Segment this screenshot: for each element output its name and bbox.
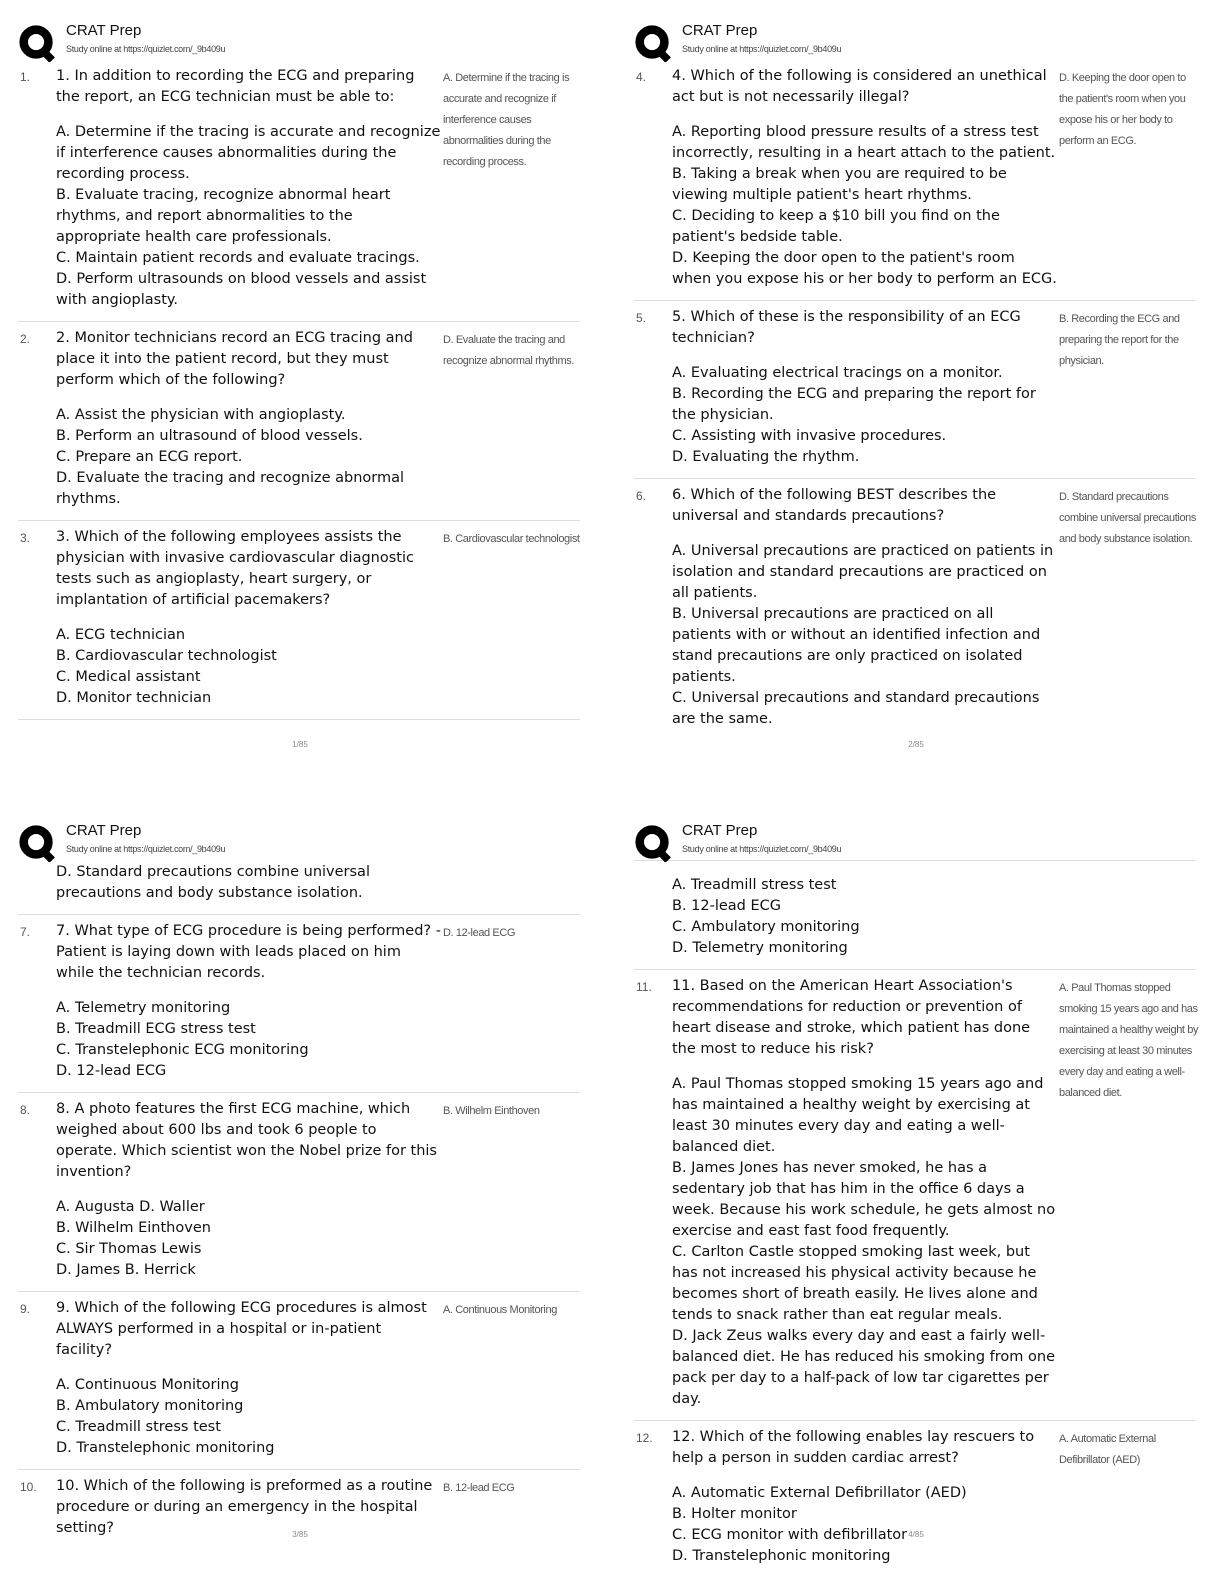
continued-option: D. Standard precautions combine universal precautions and body substance isolation. [56,864,370,901]
option: B. Treadmill ECG stress test [56,1021,256,1037]
brand-title: CRAT Prep [66,822,142,839]
option: D. Telemetry monitoring [672,940,848,956]
option: D. James B. Herrick [56,1262,196,1278]
answer-text: A. Automatic External Defibrillator (AED) [1059,1433,1156,1466]
option: A. Evaluating electrical tracings on a monitor. [672,365,1003,381]
page-number: 3/85 [292,1530,308,1539]
option: D. Keeping the door open to the patient's room when you expose his or her body to perform an ECG. [672,250,1057,287]
question-text: 3. Which of the following employees assists the physician with invasive cardiovascular diagnostic tests such as angioplasty, heart surgery, or implantation of artificial pacemakers? [56,529,414,608]
option: A. Reporting blood pressure results of a stress test incorrectly, resulting in a heart attach to the patient. [672,124,1056,161]
question-text: 5. Which of these is the responsibility of an ECG technician? [672,309,1021,346]
study-link[interactable]: Study online at https://quizlet.com/_9b409u [682,44,842,54]
option: C. Sir Thomas Lewis [56,1241,202,1257]
brand-title: CRAT Prep [682,822,758,839]
quizlet-logo-icon [18,824,56,862]
question-number: 5. [636,311,647,325]
answer-text: B. Wilhelm Einthoven [443,1105,540,1117]
question-text: 9. Which of the following ECG procedures is almost ALWAYS performed in a hospital or in-patient facility? [56,1300,427,1358]
question-item [634,300,1196,478]
answer-text: B. Cardiovascular technologist [443,533,580,545]
question-item [634,969,1199,1420]
page-number: 1/85 [292,740,308,749]
question-text: 4. Which of the following is considered an unethical act but is not necessarily illegal? [672,68,1047,105]
option: B. James Jones has never smoked, he has a sedentary job that has him in the office 6 days a week. Because his work schedule, he gets almost no exercise and east fast food frequently. [672,1160,1056,1239]
page-header [0,0,600,60]
question-text: 12. Which of the following enables lay rescuers to help a person in sudden cardiac arrest? [672,1429,1035,1466]
option: B. 12-lead ECG [672,898,782,914]
option: C. Maintain patient records and evaluate tracings. [56,250,420,266]
question-number: 9. [20,1302,31,1316]
option: C. Carlton Castle stopped smoking last week, but has not increased his physical activity because he becomes short of breath easily. He lives alone and tends to snack rather than eat regular meals. [672,1244,1038,1323]
option: C. Treadmill stress test [56,1419,221,1435]
question-item [18,1291,580,1469]
quizlet-logo-icon [18,24,56,62]
option: B. Perform an ultrasound of blood vessels. [56,428,363,444]
answer-text: D. Standard precautions combine universal precautions and body substance isolation. [1059,491,1196,545]
question-text: 8. A photo features the first ECG machine, which weighed about 600 lbs and took 6 people to operate. Which scientist won the Nobel prize for this invention? [56,1101,437,1180]
question-item [18,321,580,520]
option: A. Continuous Monitoring [56,1377,239,1393]
option: A. Augusta D. Waller [56,1199,205,1215]
brand-title: CRAT Prep [682,22,758,39]
page-4 [616,800,1216,1580]
option: B. Taking a break when you are required to be viewing multiple patient's heart rhythms. [672,166,1007,203]
question-item [18,1092,580,1291]
option: D. Transtelephonic monitoring [56,1440,275,1456]
question-number: 12. [636,1431,653,1445]
option: D. Transtelephonic monitoring [672,1548,891,1564]
option: B. Evaluate tracing, recognize abnormal heart rhythms, and report abnormalities to the appropriate health care professionals. [56,187,391,245]
question-item [18,520,580,719]
option: D. Jack Zeus walks every day and east a fairly well-balanced diet. He has reduced his smoking from one pack per day to a half-pack of low tar cigarettes per day. [672,1328,1055,1407]
option: D. 12-lead ECG [56,1063,167,1079]
brand-title: CRAT Prep [66,22,142,39]
study-link[interactable]: Study online at https://quizlet.com/_9b409u [66,44,226,54]
option: B. Cardiovascular technologist [56,648,277,664]
answer-text: A. Paul Thomas stopped smoking 15 years ago and has maintained a healthy weight by exercising at least 30 minutes every day and eating a well-balanced diet. [1059,982,1199,1099]
question-item [634,60,1196,300]
option: A. Telemetry monitoring [56,1000,231,1016]
quizlet-logo-icon [634,24,672,62]
question-number: 11. [636,980,652,994]
question-text: 7. What type of ECG procedure is being performed? - Patient is laying down with leads placed on him while the technician records. [56,923,441,981]
page-header [0,800,600,860]
option: C. Transtelephonic ECG monitoring [56,1042,309,1058]
question-item [634,1420,1196,1577]
option: C. ECG monitor with defibrillator [672,1527,908,1543]
option: C. Prepare an ECG report. [56,449,243,465]
question-number: 7. [20,925,31,939]
option: A. Automatic External Defibrillator (AED) [672,1485,967,1501]
option: C. Medical assistant [56,669,201,685]
question-number: 2. [20,332,31,346]
option: D. Perform ultrasounds on blood vessels and assist with angioplasty. [56,271,427,308]
option: D. Monitor technician [56,690,212,706]
option: A. Treadmill stress test [672,877,837,893]
continued-options [672,861,1057,969]
page-1 [0,0,600,780]
question-text: 6. Which of the following BEST describes the universal and standards precautions? [672,487,997,524]
option: A. Paul Thomas stopped smoking 15 years ago and has maintained a healthy weight by exercising at least 30 minutes every day and eating a well-balanced diet. [672,1076,1044,1155]
option: B. Ambulatory monitoring [56,1398,244,1414]
option: A. Universal precautions are practiced on patients in isolation and standard precautions are practiced on all patients. [672,543,1054,601]
option: B. Holter monitor [672,1506,797,1522]
study-link[interactable]: Study online at https://quizlet.com/_9b409u [682,844,842,854]
answer-text: D. Evaluate the tracing and recognize abnormal rhythms. [443,334,575,367]
page-number: 4/85 [908,1530,924,1539]
option: C. Assisting with invasive procedures. [672,428,947,444]
page-header [616,0,1216,60]
question-number: 6. [636,489,647,503]
question-item [634,478,1196,740]
answer-text: A. Continuous Monitoring [443,1304,557,1316]
question-item [18,60,580,321]
page-number: 2/85 [908,740,924,749]
answer-text: B. Recording the ECG and preparing the report for the physician. [1059,313,1180,367]
study-link[interactable]: Study online at https://quizlet.com/_9b409u [66,844,226,854]
option: B. Universal precautions are practiced on all patients with or without an identified infection and stand precautions are only practiced on isolated patients. [672,606,1041,685]
page-header [616,800,1216,860]
option: A. Assist the physician with angioplasty. [56,407,346,423]
option: D. Evaluate the tracing and recognize abnormal rhythms. [56,470,405,507]
answer-text: A. Determine if the tracing is accurate and recognize if interference causes abnormalities during the recording process. [443,72,570,168]
option: C. Universal precautions and standard precautions are the same. [672,690,1040,727]
question-text: 11. Based on the American Heart Association's recommendations for reduction or prevention of heart disease and stroke, which patient has done the most to reduce his risk? [672,978,1031,1057]
option: A. Determine if the tracing is accurate and recognize if interference causes abnormalities during the recording process. [56,124,441,182]
option: B. Recording the ECG and preparing the report for the physician. [672,386,1036,423]
page-2 [616,0,1216,780]
option: B. Wilhelm Einthoven [56,1220,211,1236]
question-number: 3. [20,531,31,545]
answer-text: D. Keeping the door open to the patient's room when you expose his or her body to perform an ECG. [1059,72,1186,147]
option: C. Deciding to keep a $10 bill you find on the patient's bedside table. [672,208,1000,245]
question-item [18,914,580,1092]
question-number: 4. [636,70,647,84]
answer-text: D. 12-lead ECG [443,927,516,939]
question-text: 10. Which of the following is preformed as a routine procedure or during an emergency in the hospital setting? [56,1478,433,1536]
question-text: 2. Monitor technicians record an ECG tracing and place it into the patient record, but they must perform which of the following? [56,330,413,388]
quizlet-logo-icon [634,824,672,862]
question-number: 8. [20,1103,31,1117]
option: D. Evaluating the rhythm. [672,449,860,465]
option: C. Ambulatory monitoring [672,919,860,935]
question-number: 1. [20,70,31,84]
question-number: 10. [20,1480,37,1494]
option: A. ECG technician [56,627,186,643]
answer-text: B. 12-lead ECG [443,1482,515,1494]
page-3 [0,800,600,1580]
question-text: 1. In addition to recording the ECG and preparing the report, an ECG technician must be able to: [56,68,415,105]
